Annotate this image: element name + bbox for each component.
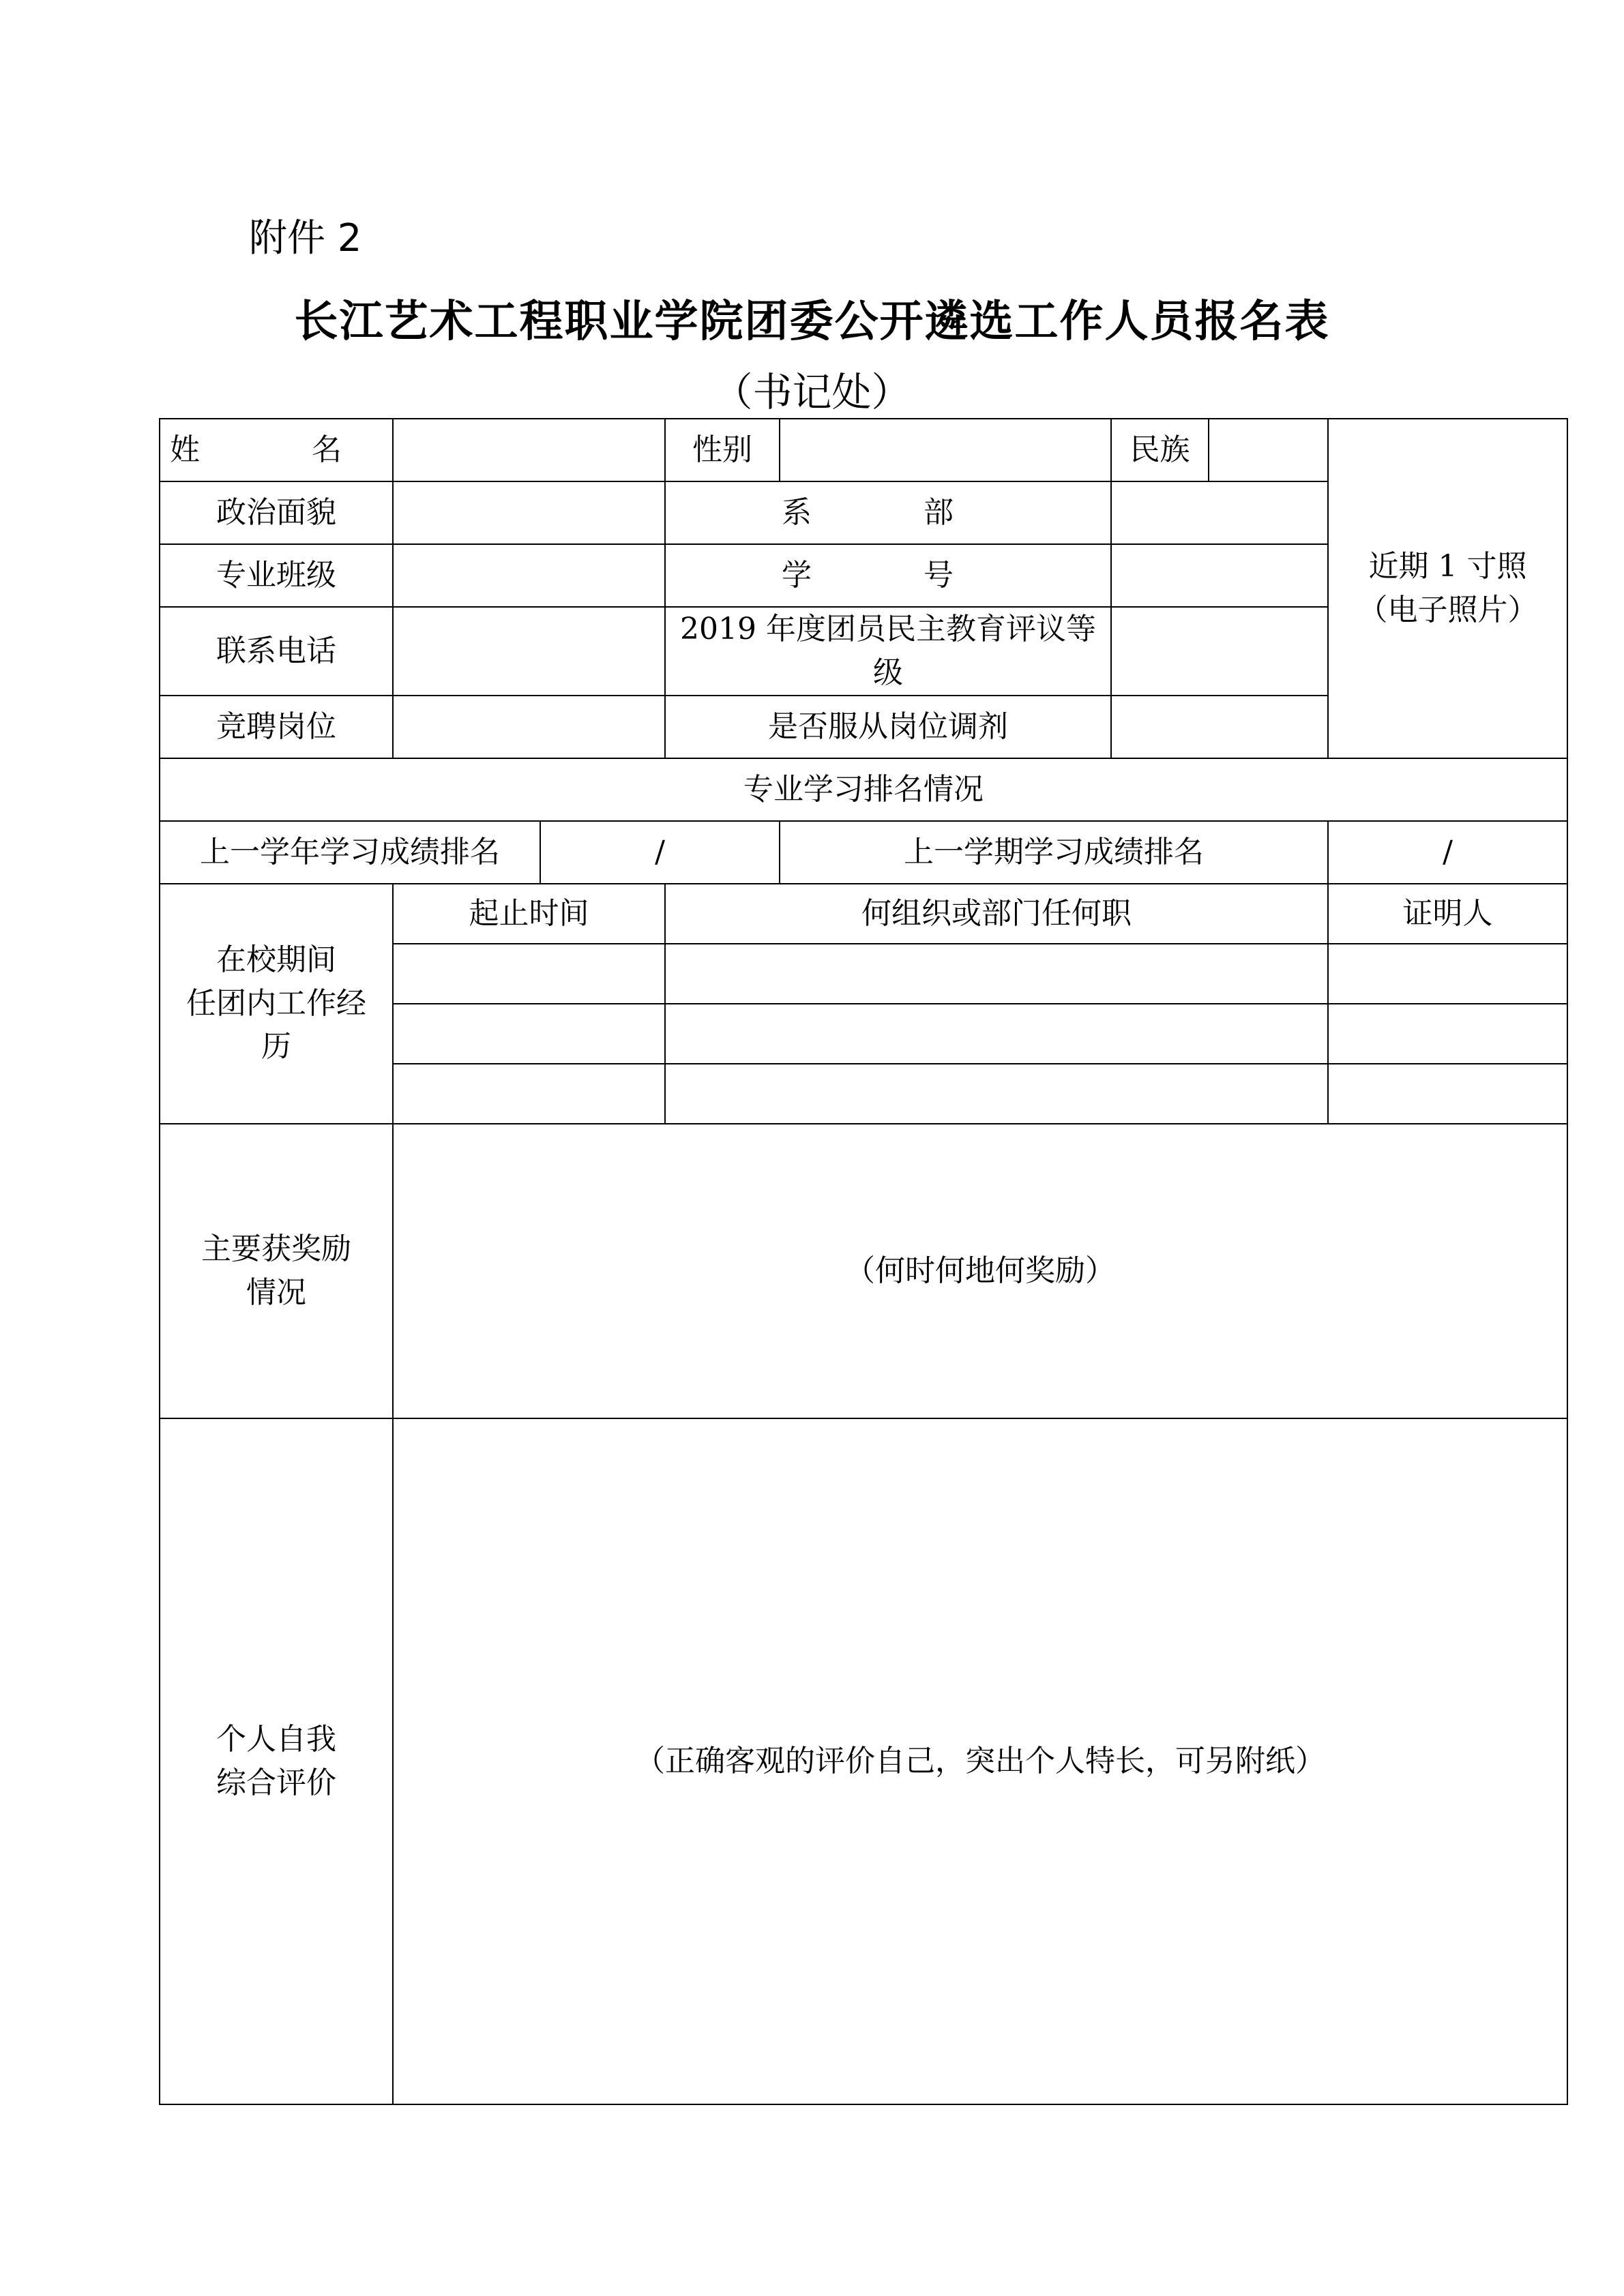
- page-subtitle: （书记处）: [713, 369, 911, 415]
- last-year-rank-label: 上一学年学习成绩排名: [160, 821, 540, 884]
- awards-label-line1: 主要获奖励: [201, 1231, 351, 1266]
- work-history-label: [160, 884, 393, 1124]
- position-field[interactable]: [393, 696, 665, 758]
- self-evaluation-label: [160, 1418, 393, 2104]
- gender-field[interactable]: [780, 419, 1111, 481]
- department-field[interactable]: [1111, 481, 1328, 544]
- student-id-field[interactable]: [1111, 544, 1328, 607]
- phone-field[interactable]: [393, 607, 665, 696]
- political-status-label: 政治面貌: [160, 481, 393, 544]
- col-org-position-header: 何组织或部门任何职: [665, 884, 1328, 944]
- attachment-label: 附件 2: [249, 216, 362, 260]
- name-label: 姓 名: [160, 419, 393, 481]
- work-history-label-line2: 任团内工作经: [186, 985, 366, 1021]
- ethnicity-label: 民族: [1111, 419, 1209, 481]
- self-evaluation-field[interactable]: [393, 1418, 1567, 2104]
- league-evaluation-label: 2019 年度团员民主教育评议等级: [665, 607, 1111, 696]
- col-witness-header: 证明人: [1328, 884, 1567, 944]
- major-class-label: 专业班级: [160, 544, 393, 607]
- org-position-field[interactable]: [665, 944, 1328, 1004]
- awards-hint: （何时何地何奖励）: [845, 1253, 1115, 1288]
- work-history-label-line1: 在校期间: [216, 942, 336, 977]
- name-field[interactable]: [393, 419, 665, 481]
- last-term-rank-label: 上一学期学习成绩排名: [780, 821, 1328, 884]
- work-history-label-line3: 历: [261, 1029, 291, 1064]
- last-year-rank-value[interactable]: /: [540, 821, 780, 884]
- league-evaluation-field[interactable]: [1111, 607, 1328, 696]
- col-period-header: 起止时间: [393, 884, 665, 944]
- period-field[interactable]: [393, 1064, 665, 1124]
- ethnicity-field[interactable]: [1209, 419, 1328, 481]
- gender-label: 性别: [665, 419, 780, 481]
- org-position-field[interactable]: [665, 1004, 1328, 1064]
- period-field[interactable]: [393, 1004, 665, 1064]
- page-title: 长江艺术工程职业学院团委公开遴选工作人员报名表: [294, 297, 1330, 347]
- period-field[interactable]: [393, 944, 665, 1004]
- registration-form-table: [159, 418, 1568, 2105]
- photo-label-line1: 近期 1 寸照: [1368, 549, 1527, 584]
- awards-field[interactable]: [393, 1124, 1567, 1418]
- department-label: 系 部: [665, 481, 1111, 544]
- self-evaluation-label-line2: 综合评价: [216, 1765, 336, 1800]
- student-id-label: 学 号: [665, 544, 1111, 607]
- political-status-field[interactable]: [393, 481, 665, 544]
- major-class-field[interactable]: [393, 544, 665, 607]
- obey-adjustment-field[interactable]: [1111, 696, 1328, 758]
- ranking-section-title: 专业学习排名情况: [160, 758, 1567, 821]
- awards-label: [160, 1124, 393, 1418]
- witness-field[interactable]: [1328, 1004, 1567, 1064]
- awards-label-line2: 情况: [246, 1274, 306, 1310]
- witness-field[interactable]: [1328, 944, 1567, 1004]
- org-position-field[interactable]: [665, 1064, 1328, 1124]
- last-term-rank-value[interactable]: /: [1328, 821, 1567, 884]
- witness-field[interactable]: [1328, 1064, 1567, 1124]
- phone-label: 联系电话: [160, 607, 393, 696]
- photo-cell[interactable]: [1328, 419, 1567, 758]
- self-evaluation-label-line1: 个人自我: [216, 1721, 336, 1757]
- obey-adjustment-label: 是否服从岗位调剂: [665, 696, 1111, 758]
- photo-label-line2: （电子照片）: [1357, 592, 1538, 627]
- self-evaluation-hint: （正确客观的评价自己，突出个人特长，可另附纸）: [635, 1743, 1325, 1778]
- position-label: 竞聘岗位: [160, 696, 393, 758]
